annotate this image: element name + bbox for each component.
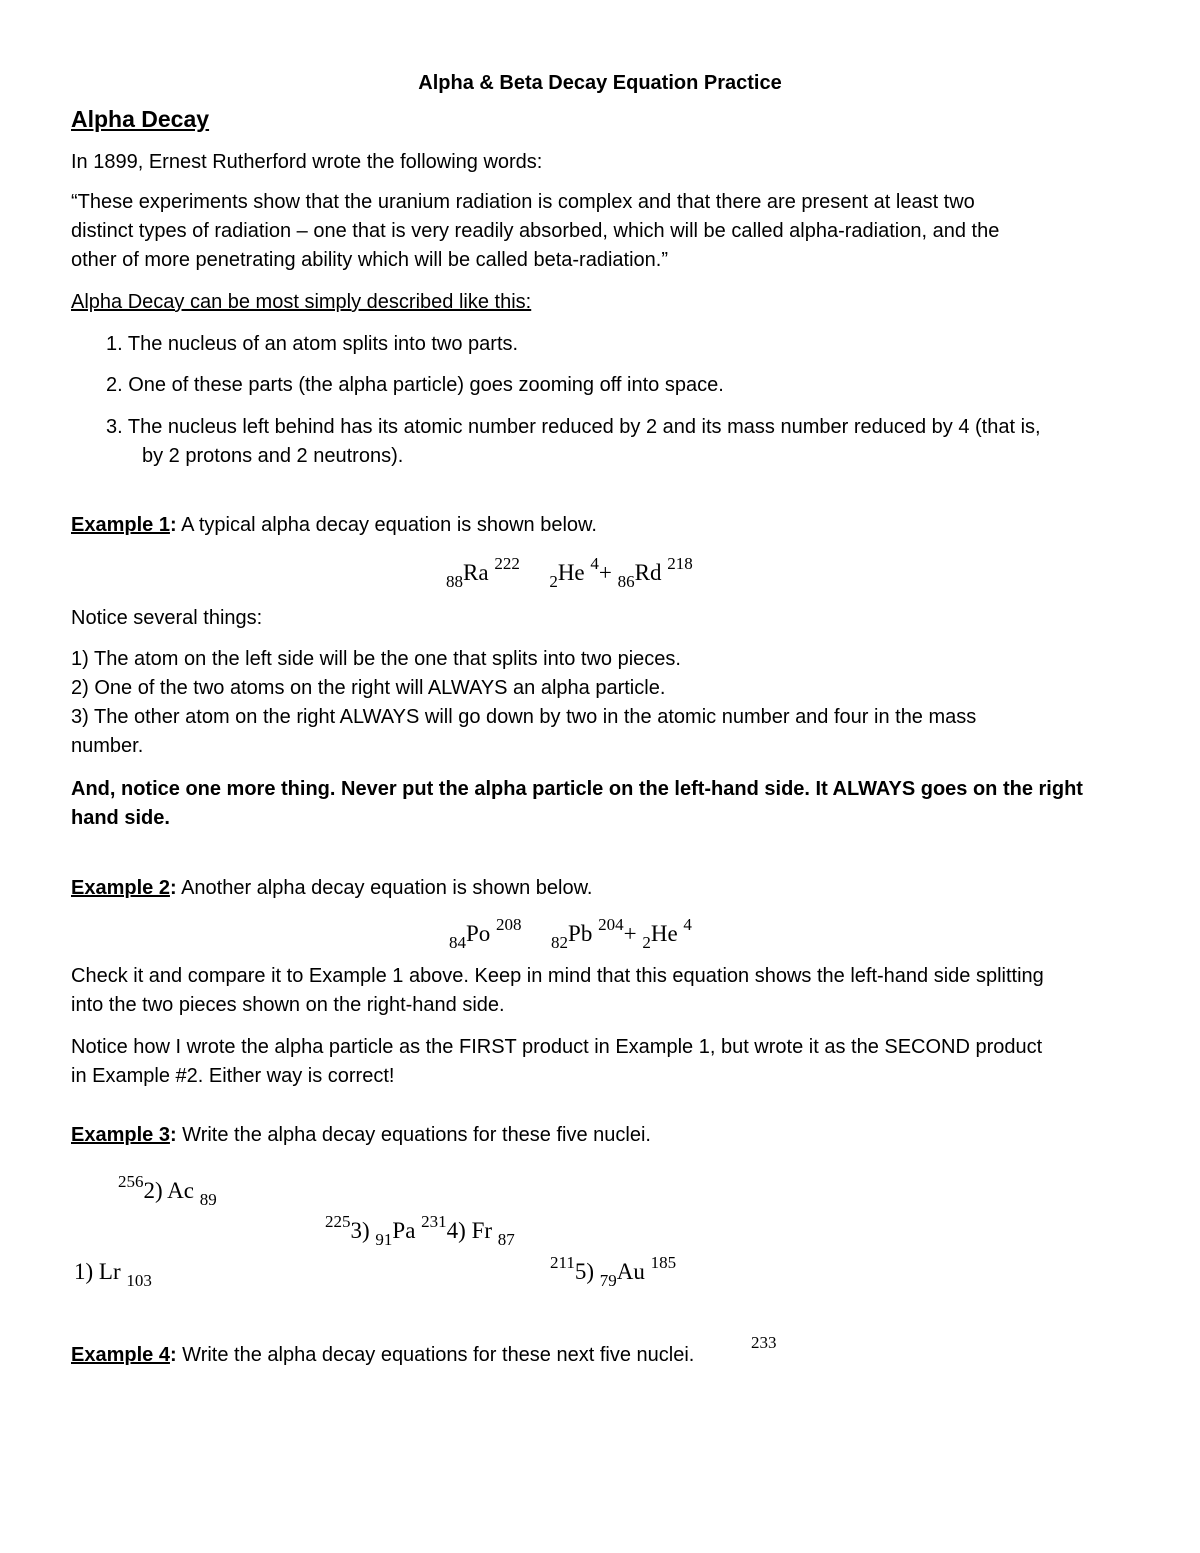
step-2: 2. One of these parts (the alpha particle) goes zooming off into space. (106, 374, 724, 396)
nucleus-5: $^{211}$5) $_{79}$Au $^{185}$ (550, 1253, 677, 1290)
equation-1: $_{88}$Ra $^{222}$ $_2$He $^4$+ $_{86}$Rd $^{218}$ (446, 554, 693, 591)
check-line-1: Check it and compare it to Example 1 above. Keep in mind that this equation shows the left-hand side splitting (71, 965, 1044, 987)
step-3b: by 2 protons and 2 neutrons). (142, 445, 404, 467)
quote-line-1: “These experiments show that the uranium radiation is complex and that there are present at least two (71, 191, 975, 213)
check-line-2: into the two pieces shown on the right-hand side. (71, 994, 505, 1016)
notice-heading: Notice several things: (71, 607, 263, 629)
example-1-prompt: Example 1: A typical alpha decay equation is shown below. (71, 514, 597, 536)
nucleus-2: $^{256}$2) Ac $_{89}$ (118, 1172, 217, 1209)
example-3-prompt: Example 3: Write the alpha decay equations for these five nuclei. (71, 1124, 651, 1146)
nucleus-1: 1) Lr $_{103}$ (74, 1259, 152, 1290)
notice-bold-1: And, notice one more thing. Never put the alpha particle on the left-hand side. It ALWAYS goes on the right (71, 778, 1083, 800)
example-1-label: Example 1 (71, 514, 170, 536)
example-2-label: Example 2 (71, 877, 170, 899)
quote-line-3: other of more penetrating ability which will be called beta-radiation.” (71, 249, 668, 271)
example-3-label: Example 3 (71, 1124, 170, 1146)
example-2-prompt: Example 2: Another alpha decay equation is shown below. (71, 877, 593, 899)
intro-line: In 1899, Ernest Rutherford wrote the following words: (71, 151, 543, 173)
note-line-2: in Example #2. Either way is correct! (71, 1065, 395, 1087)
notice-bold-2: hand side. (71, 807, 170, 829)
example-4-label: Example 4 (71, 1344, 170, 1366)
step-1: 1. The nucleus of an atom splits into two parts. (106, 333, 519, 355)
notice-3b: number. (71, 735, 144, 757)
quote-line-2: distinct types of radiation – one that is very readily absorbed, which will be called alpha-radiation, and the (71, 220, 1000, 242)
step-3a: 3. The nucleus left behind has its atomic number reduced by 2 and its mass number reduced by 4 (that is, (106, 416, 1041, 438)
note-line-1: Notice how I wrote the alpha particle as the FIRST product in Example 1, but wrote it as the SECOND product (71, 1036, 1043, 1058)
mass-233: 233 (751, 1333, 777, 1352)
simple-heading: Alpha Decay can be most simply described like this: (71, 291, 532, 313)
notice-2: 2) One of the two atoms on the right will ALWAYS an alpha particle. (71, 677, 666, 699)
section-heading: Alpha Decay (71, 106, 210, 132)
equation-2: $_{84}$Po $^{208}$ $_{82}$Pb $^{204}$+ $_2$He $^4$ (449, 915, 692, 952)
example-4-prompt: Example 4: Write the alpha decay equations for these next five nuclei. (71, 1344, 695, 1366)
nuclei-3-4: $^{225}$3) $_{91}$Pa $^{231}$4) Fr $_{87}$ (325, 1212, 515, 1249)
notice-3a: 3) The other atom on the right ALWAYS will go down by two in the atomic number and four in the mass (71, 706, 977, 728)
page-title: Alpha & Beta Decay Equation Practice (418, 72, 782, 94)
notice-1: 1) The atom on the left side will be the one that splits into two pieces. (71, 648, 681, 670)
